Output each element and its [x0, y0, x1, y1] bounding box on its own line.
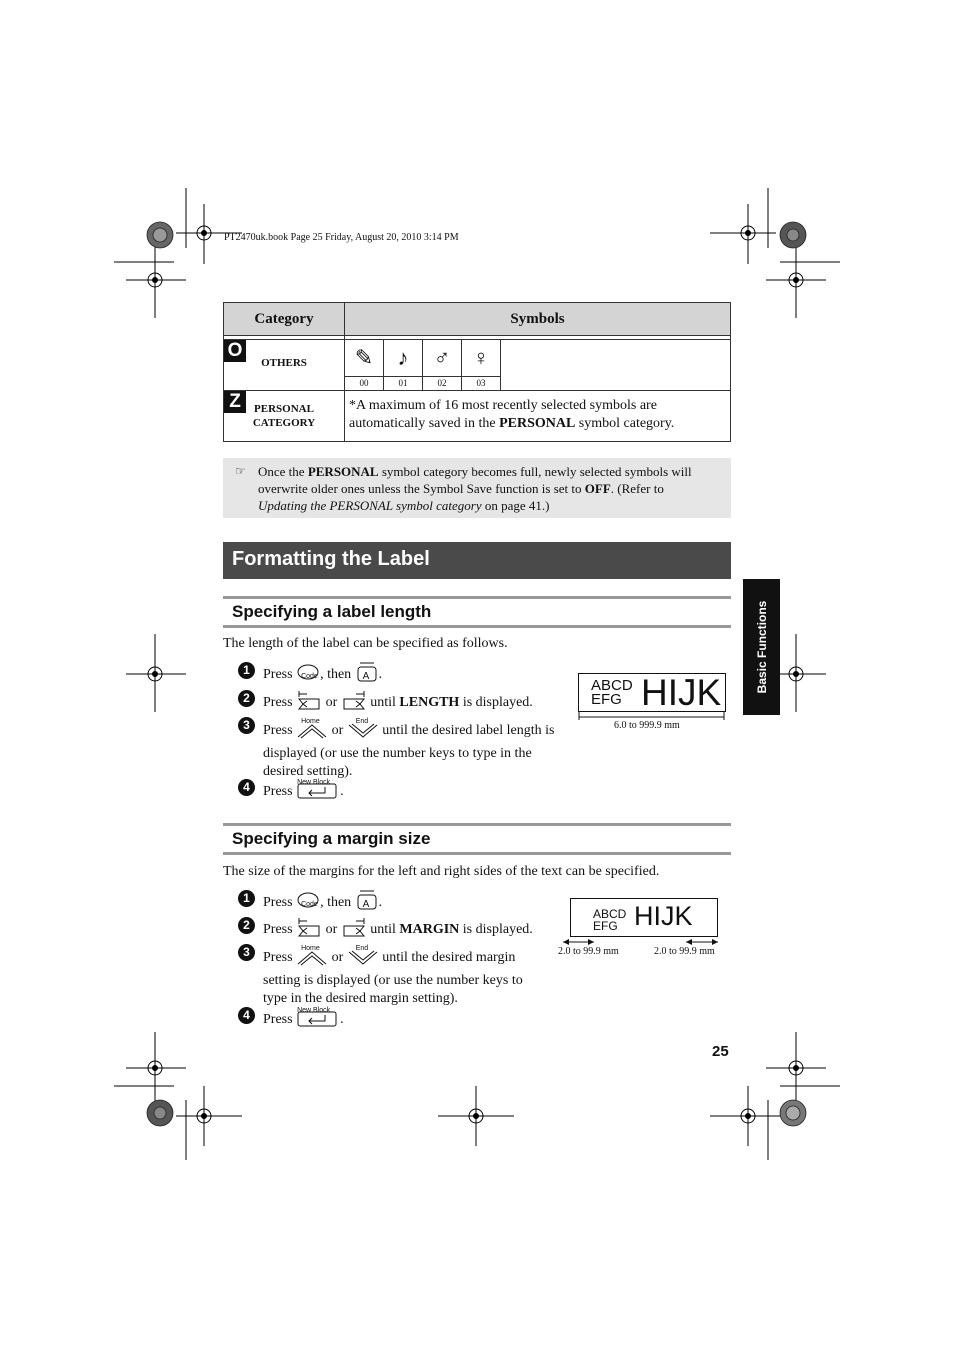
- symbol-code: 03: [476, 378, 486, 388]
- symbol-table: [223, 302, 731, 442]
- label-length-figure: [578, 673, 726, 712]
- subsection-heading-margin: Specifying a margin size: [223, 823, 731, 855]
- step-text: .: [340, 784, 344, 800]
- note-text: overwrite older ones unless the Symbol Save function is set to: [258, 481, 585, 496]
- step-number: 4: [238, 1007, 255, 1024]
- step-text: desired setting).: [263, 764, 353, 779]
- symbol-code: 02: [437, 378, 447, 388]
- personal-note-cell: [345, 391, 731, 442]
- figure-text-small: EFG: [593, 919, 618, 933]
- key-label: Code: [301, 901, 318, 908]
- figure-text-small: EFG: [591, 691, 622, 708]
- running-header: PT2470uk.book Page 25 Friday, August 20, 2010 3:14 PM: [224, 232, 459, 243]
- label-margin-figure: [570, 898, 718, 937]
- step-number: 3: [238, 717, 255, 734]
- symbol-item[interactable]: [345, 340, 384, 390]
- step-text: Press: [263, 895, 293, 911]
- key-label: Home: [301, 718, 320, 725]
- step-text: Press: [263, 922, 293, 938]
- step-text: Press: [263, 667, 293, 683]
- key-label: A: [362, 671, 370, 682]
- length-step-3: [263, 717, 563, 781]
- margin-step-3: [263, 944, 563, 1008]
- margin-caption-left: 2.0 to 99.9 mm: [558, 946, 619, 957]
- pointing-hand-icon: ☞: [235, 464, 246, 478]
- a-key-icon: [356, 890, 378, 916]
- symbol-item[interactable]: [423, 340, 462, 390]
- step-text: until: [370, 922, 396, 938]
- side-tab: [743, 579, 780, 715]
- intro-length: The length of the label can be specified as follows.: [223, 636, 508, 651]
- step-text: or: [331, 723, 344, 739]
- step-text: displayed (or use the number keys to type in the: [263, 746, 532, 761]
- note-text: Once the: [258, 464, 308, 479]
- figure-text-large: HIJK: [641, 672, 722, 713]
- pencil-icon: ✎: [345, 340, 383, 377]
- home-up-key-icon: [297, 944, 327, 972]
- key-label: End: [355, 945, 369, 952]
- margin-step-4: [263, 1007, 344, 1033]
- symbols-cell-others: [345, 340, 731, 391]
- step-number: 4: [238, 779, 255, 796]
- step-text: , then: [320, 667, 352, 683]
- personal-note-text: automatically saved in the: [349, 416, 500, 431]
- step-text: Press: [263, 723, 293, 739]
- personal-note-text: symbol category.: [575, 416, 675, 431]
- step-text: Press: [263, 1012, 293, 1028]
- key-label: Code: [301, 673, 318, 680]
- category-cell-personal: [224, 391, 345, 442]
- category-cell-others: [224, 340, 345, 391]
- step-text: , then: [320, 895, 352, 911]
- key-label: New Block: [297, 779, 331, 786]
- personal-note-bold: PERSONAL: [499, 416, 576, 431]
- step-bold: MARGIN: [399, 922, 460, 938]
- length-step-4: [263, 779, 344, 805]
- category-name: OTHERS: [261, 357, 307, 369]
- step-number: 2: [238, 917, 255, 934]
- note-text: symbol category becomes full, newly selected symbols will: [378, 464, 692, 479]
- figure-text-small: ABCD: [593, 907, 627, 921]
- step-text: is displayed.: [462, 695, 533, 711]
- figure-text-small: ABCD: [591, 677, 633, 694]
- note-text: . (Refer to: [610, 481, 664, 496]
- step-text: until: [370, 695, 396, 711]
- page-number: 25: [712, 1043, 729, 1060]
- step-text: until the desired label length is: [382, 723, 555, 739]
- step-number: 1: [238, 662, 255, 679]
- column-header-category: Category: [224, 303, 345, 336]
- step-number: 3: [238, 944, 255, 961]
- step-text: setting is displayed (or use the number keys to: [263, 973, 523, 988]
- enter-key-icon: [297, 1007, 339, 1033]
- length-step-1: [263, 662, 382, 688]
- symbol-code: 00: [359, 378, 369, 388]
- step-text: .: [340, 1012, 344, 1028]
- step-text: Press: [263, 784, 293, 800]
- step-text: or: [325, 922, 338, 938]
- code-key-icon: [297, 663, 319, 687]
- music-note-icon: ♪: [384, 340, 422, 377]
- note-bold: OFF: [584, 481, 611, 496]
- category-tag: O: [224, 340, 246, 362]
- step-text: until the desired margin: [382, 950, 516, 966]
- end-down-key-icon: [348, 717, 378, 745]
- note-bold: PERSONAL: [307, 464, 379, 479]
- symbol-item[interactable]: [462, 340, 501, 390]
- symbol-code: 01: [398, 378, 408, 388]
- category-tag: Z: [224, 391, 246, 413]
- key-label: Home: [301, 945, 320, 952]
- symbol-item[interactable]: [384, 340, 423, 390]
- step-number: 1: [238, 890, 255, 907]
- end-down-key-icon: [348, 944, 378, 972]
- section-title: Formatting the Label: [223, 542, 731, 579]
- category-name-line1: PERSONAL: [254, 403, 314, 415]
- step-bold: LENGTH: [399, 695, 460, 711]
- step-text: .: [378, 895, 383, 911]
- female-icon: ♀: [462, 340, 500, 377]
- key-label: End: [355, 718, 369, 725]
- figure-text-large: HIJK: [634, 901, 693, 931]
- step-text: is displayed.: [462, 922, 533, 938]
- step-text: Press: [263, 695, 293, 711]
- side-tab-label: Basic Functions: [754, 600, 769, 694]
- enter-key-icon: [297, 779, 339, 805]
- margin-caption-right: 2.0 to 99.9 mm: [654, 946, 715, 957]
- step-text: or: [325, 695, 338, 711]
- step-number: 2: [238, 690, 255, 707]
- subsection-heading-length: Specifying a label length: [223, 596, 731, 628]
- a-key-icon: [356, 662, 378, 688]
- step-text: type in the desired margin setting).: [263, 991, 458, 1006]
- note-box: [223, 458, 731, 518]
- key-label: New Block: [297, 1007, 331, 1014]
- column-header-symbols: Symbols: [345, 303, 731, 336]
- step-text: or: [331, 950, 344, 966]
- key-label: A: [362, 899, 370, 910]
- category-name-line2: CATEGORY: [252, 417, 316, 429]
- code-key-icon: [297, 891, 319, 915]
- note-link-text[interactable]: Updating the PERSONAL symbol category: [258, 498, 482, 513]
- note-text: on page 41.): [481, 498, 550, 513]
- male-icon: ♂: [423, 340, 461, 377]
- step-text: Press: [263, 950, 293, 966]
- step-text: .: [378, 667, 383, 683]
- length-caption: 6.0 to 999.9 mm: [614, 720, 680, 731]
- personal-note-line1: *A maximum of 16 most recently selected symbols are: [349, 398, 657, 413]
- margin-step-1: [263, 890, 382, 916]
- intro-margin: The size of the margins for the left and right sides of the text can be specified.: [223, 864, 660, 879]
- home-up-key-icon: [297, 717, 327, 745]
